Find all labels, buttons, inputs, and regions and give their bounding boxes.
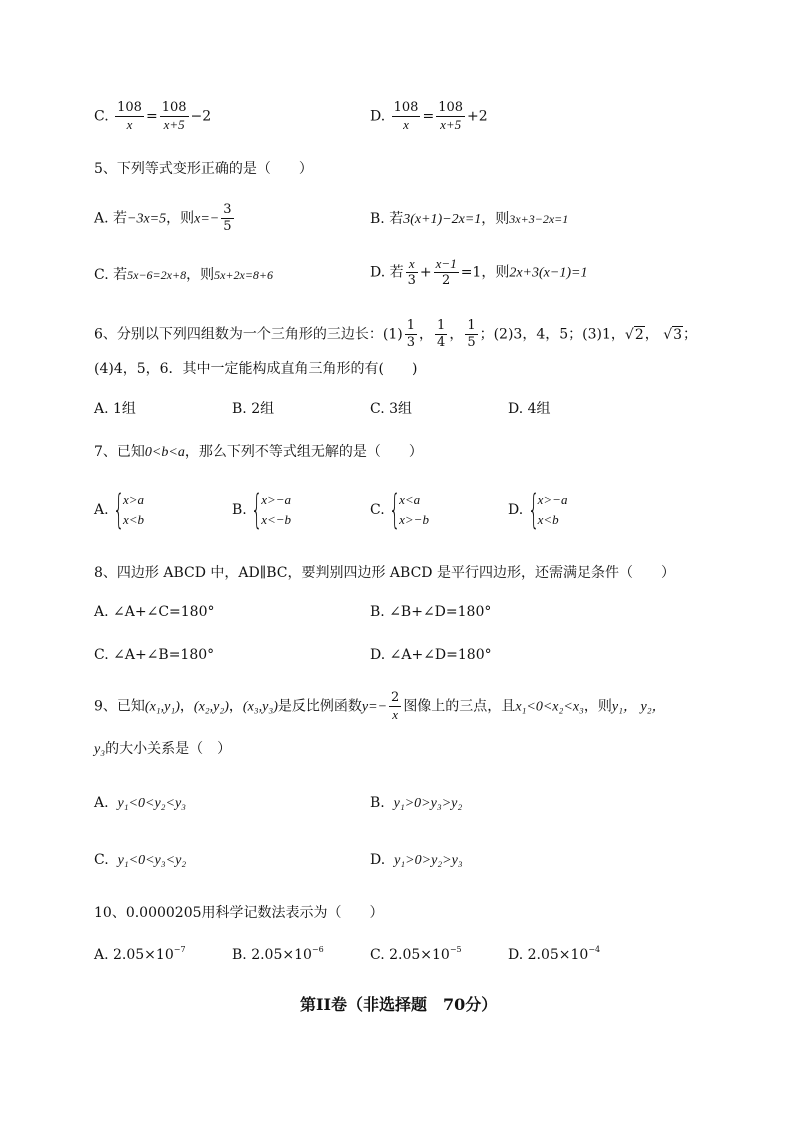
q5-option-c: C. 若5x−6=2x+8，则5x+2x=8+6 — [94, 267, 274, 283]
q9-stem-line1: 9、已知(x₁,y₁)，(x₂,y₂)，(x₃,y₃)是反比例函数y=− $\frac{2}{x}$ 图像上的三点，且x₁<0<x₂<x₃，则y₁， y₂， — [94, 690, 666, 722]
q6-option-a: A. 1组 — [94, 401, 136, 417]
q10-option-d: D. $2.05\times 10^{-4}$ — [508, 945, 601, 963]
fraction: $\frac{1}{3}$ — [406, 318, 416, 350]
inequality-system: { x>a x<b — [113, 487, 145, 533]
fraction: $\frac{1}{5}$ — [467, 318, 476, 350]
inequality-system: { x<a x>−b — [389, 487, 429, 533]
q9-stem-line2: y₃的大小关系是（ ） — [94, 741, 232, 757]
fraction: $\frac{3}{5}$ — [223, 202, 232, 234]
q9-option-c: C. y₁<0<y₃<y₂ — [94, 852, 187, 868]
q4-option-c: C. $\frac{108}{x}$ = $\frac{108}{x+5}$ −2 — [94, 100, 212, 132]
q6-option-c: C. 3组 — [370, 401, 413, 417]
inequality-system: { x>−a x<−b — [251, 487, 292, 533]
fraction: $\frac{108}{x}$ — [117, 100, 142, 132]
q10-stem: 10、0.0000205用科学记数法表示为（ ） — [94, 905, 384, 921]
q9-option-d: D. y₁>0>y₂>y₃ — [370, 852, 463, 868]
q10-option-a: A. $2.05\times 10^{-7}$ — [94, 945, 186, 963]
q6-stem-line1: 6、分别以下列四组数为一个三角形的三边长：(1) $\frac{1}{3}$ ， $\frac{1}{4}$ ， $\frac{1}{5}$ ；(2)3，4，5；(3)1，√2， √3； — [94, 318, 698, 350]
q8-stem: 8、四边形 ABCD 中，AD∥BC，要判别四边形 ABCD 是平行四边形，还需满足条件（ ） — [94, 565, 675, 581]
q5-option-d: D. 若 $\frac{x}{3}$ + $\frac{x-1}{2}$ =1，则2x+3(x−1)=1 — [370, 256, 588, 288]
fraction: $\frac{2}{x}$ — [391, 690, 400, 722]
fraction: $\frac{x}{3}$ — [407, 256, 416, 288]
q9-option-a: A. y₁<0<y₂<y₃ — [94, 795, 187, 811]
q6-stem-line2: (4)4，5，6．其中一定能构成直角三角形的有( ) — [94, 361, 418, 377]
q6-option-d: D. 4组 — [508, 401, 551, 417]
q8-option-c: C. ∠A+∠B=180° — [94, 647, 215, 663]
q7-option-c: C. { x<a x>−b — [370, 487, 429, 533]
q9-option-b: B. y₁>0>y₃>y₂ — [370, 795, 463, 811]
section-title: 第II卷（非选择题 70分） — [300, 995, 498, 1014]
fraction: $\frac{x-1}{2}$ — [435, 256, 457, 288]
q8-option-a: A. ∠A+∠C=180° — [94, 604, 215, 620]
fraction: $\frac{108}{x+5}$ — [161, 100, 187, 132]
q7-stem: 7、已知0<b<a，那么下列不等式组无解的是（ ） — [94, 444, 423, 460]
sqrt: √3 — [663, 326, 683, 343]
q5-option-a: A. 若−3x=5，则x=− $\frac{3}{5}$ — [94, 202, 232, 234]
q6-option-b: B. 2组 — [232, 401, 275, 417]
q7-option-b: B. { x>−a x<−b — [232, 487, 292, 533]
fraction: $\frac{108}{x+5}$ — [438, 100, 464, 132]
sqrt: √2 — [624, 326, 644, 343]
q8-option-d: D. ∠A+∠D=180° — [370, 647, 492, 663]
q8-option-b: B. ∠B+∠D=180° — [370, 604, 492, 620]
fraction: $\frac{108}{x}$ — [393, 100, 419, 132]
q10-option-c: C. $2.05\times 10^{-5}$ — [370, 945, 462, 963]
q10-option-b: B. $2.05\times 10^{-6}$ — [232, 945, 324, 963]
inequality-system: { x>−a x<b — [527, 487, 568, 533]
q5-option-b: B. 若3(x+1)−2x=1，则3x+3−2x=1 — [370, 211, 569, 227]
q4-option-d: D. $\frac{108}{x}$ = $\frac{108}{x+5}$ +2 — [370, 100, 488, 132]
q7-option-a: A. { x>a x<b — [94, 487, 145, 533]
fraction: $\frac{1}{4}$ — [437, 318, 446, 350]
q7-option-d: D. { x>−a x<b — [508, 487, 568, 533]
q5-stem: 5、下列等式变形正确的是（ ） — [94, 161, 313, 177]
